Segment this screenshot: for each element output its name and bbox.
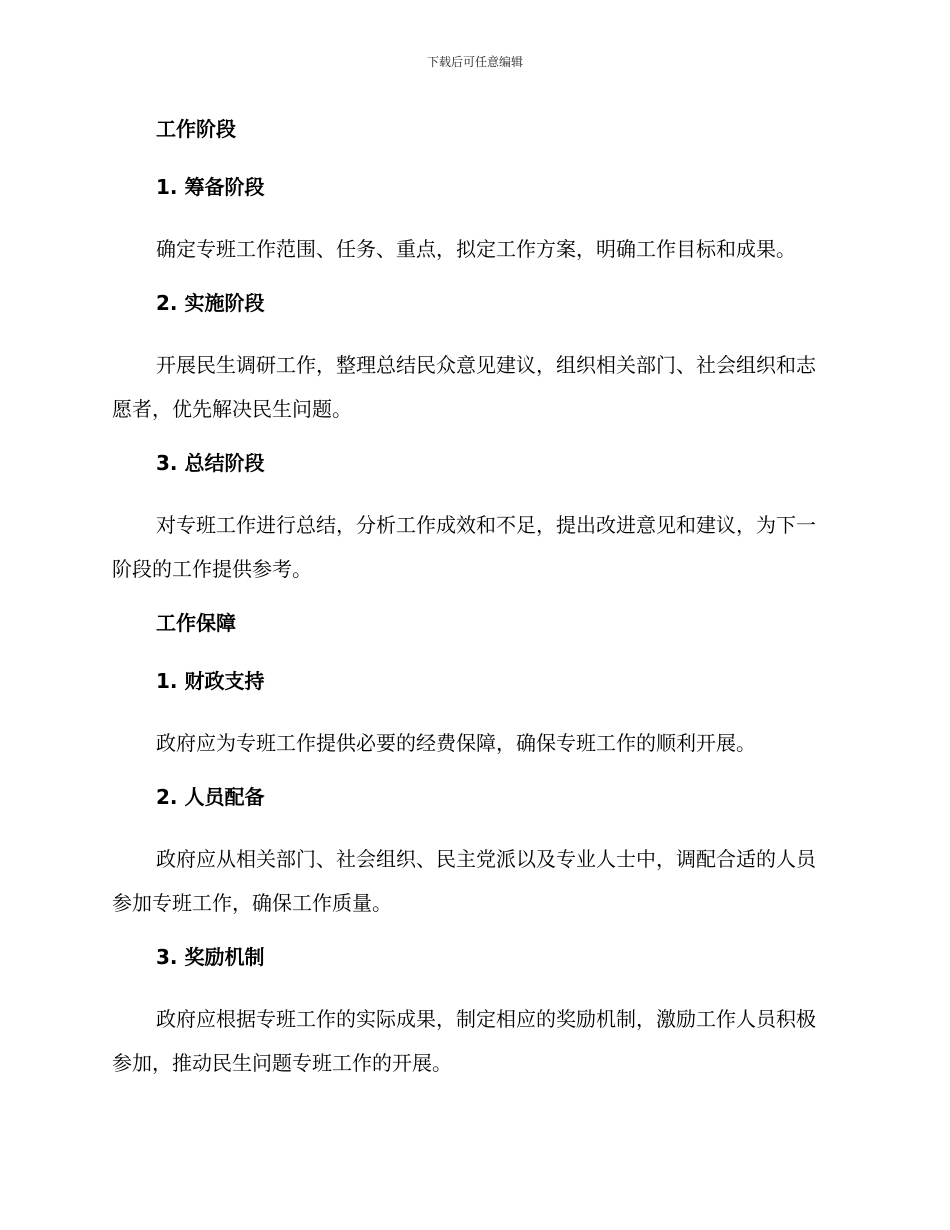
document-body	[112, 111, 832, 1085]
stage-heading-summary: 3. 总结阶段	[156, 451, 265, 475]
stage-text-implementation: 开展民生调研工作，整理总结民众意见建议，组织相关部门、社会组织和志愿者，优先解决民生问题。	[112, 353, 816, 421]
guarantee-heading-finance: 1. 财政支持	[156, 669, 265, 693]
guarantee-text-staffing: 政府应从相关部门、社会组织、民主党派以及专业人士中，调配合适的人员参加专班工作，确保工作质量。	[112, 847, 816, 915]
guarantee-text-finance: 政府应为专班工作提供必要的经费保障，确保专班工作的顺利开展。	[156, 731, 756, 755]
guarantee-heading-staffing: 2. 人员配备	[156, 785, 265, 809]
stage-heading-implementation: 2. 实施阶段	[156, 291, 265, 315]
section-title-work-stages: 工作阶段	[156, 117, 236, 141]
section-title-work-guarantee: 工作保障	[156, 611, 236, 635]
stage-text-preparation: 确定专班工作范围、任务、重点，拟定工作方案，明确工作目标和成果。	[156, 237, 796, 261]
guarantee-heading-incentives: 3. 奖励机制	[156, 945, 265, 969]
stage-text-summary: 对专班工作进行总结，分析工作成效和不足，提出改进意见和建议，为下一阶段的工作提供参考。	[112, 513, 816, 581]
guarantee-text-incentives: 政府应根据专班工作的实际成果，制定相应的奖励机制，激励工作人员积极参加，推动民生问题专班工作的开展。	[112, 1007, 816, 1075]
stage-heading-preparation: 1. 筹备阶段	[156, 175, 265, 199]
page-header-note: 下载后可任意编辑	[426, 55, 523, 69]
